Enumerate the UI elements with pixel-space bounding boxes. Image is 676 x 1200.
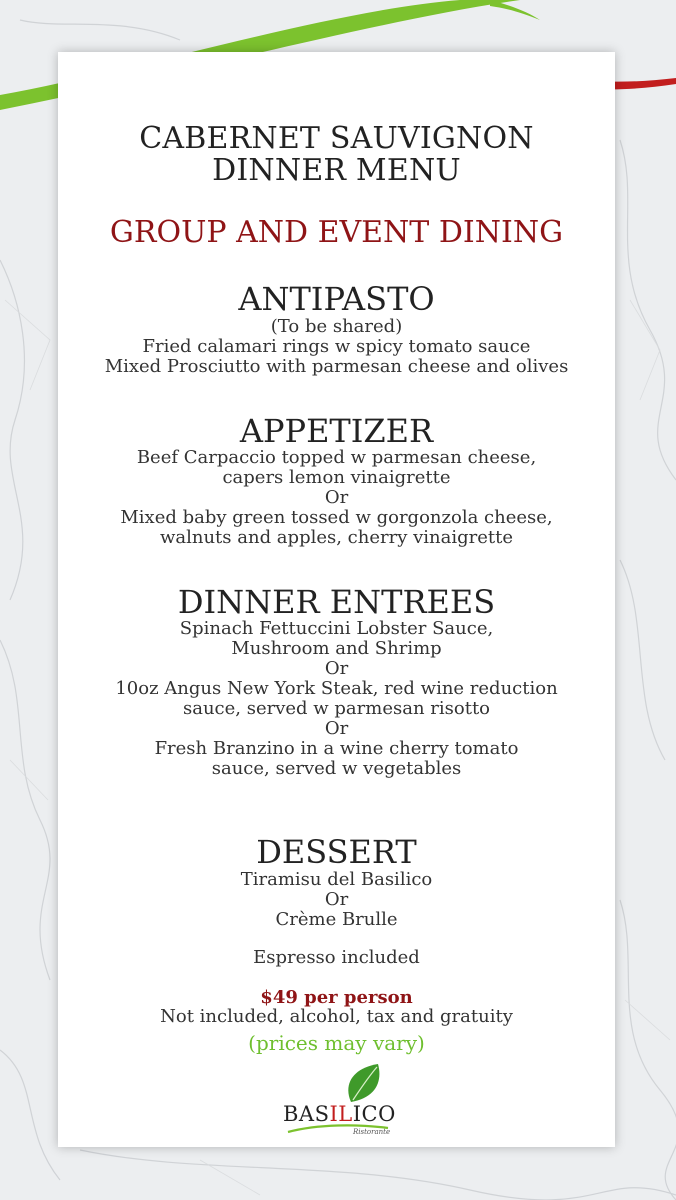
entree-line: Fresh Branzino in a wine cherry tomato <box>154 738 519 759</box>
section-heading-entrees: DINNER ENTREES <box>177 583 496 621</box>
entree-line: sauce, served w vegetables <box>211 758 462 779</box>
entree-line: sauce, served w parmesan risotto <box>182 698 491 719</box>
menu-title-line2: DINNER MENU <box>212 153 461 188</box>
section-heading-antipasto: ANTIPASTO <box>238 280 435 318</box>
dessert-line: Tiramisu del Basilico <box>240 869 433 890</box>
antipasto-line: (To be shared) <box>270 316 403 337</box>
menu-title-line1: CABERNET SAUVIGNON <box>139 121 534 156</box>
appetizer-line: Mixed baby green tossed w gorgonzola cheese, <box>120 507 553 528</box>
antipasto-line: Mixed Prosciutto with parmesan cheese and olives <box>104 356 569 377</box>
basilico-logo <box>283 1062 396 1137</box>
appetizer-line: Beef Carpaccio topped w parmesan cheese, <box>136 447 537 468</box>
antipasto-line: Fried calamari rings w spicy tomato sauce <box>142 336 531 357</box>
logo-tagline: Ristorante <box>353 1128 391 1136</box>
dessert-line: Or <box>324 889 349 910</box>
appetizer-line: walnuts and apples, cherry vinaigrette <box>159 527 514 548</box>
menu-subtitle: GROUP AND EVENT DINING <box>109 215 564 250</box>
dessert-line: Crème Brulle <box>275 909 398 930</box>
entree-line: Or <box>324 718 349 739</box>
menu-card <box>58 52 615 1147</box>
prices-may-vary-note: (prices may vary) <box>248 1031 425 1055</box>
appetizer-line: Or <box>324 487 349 508</box>
section-heading-appetizer: APPETIZER <box>239 412 434 450</box>
entree-line: Spinach Fettuccini Lobster Sauce, <box>179 618 494 639</box>
section-heading-dessert: DESSERT <box>256 833 417 871</box>
entree-line: Or <box>324 658 349 679</box>
entree-line: Mushroom and Shrimp <box>231 638 442 659</box>
price-per-person: $49 per person <box>260 987 413 1008</box>
logo-wordmark: BASILICO <box>283 1102 396 1126</box>
entree-line: 10oz Angus New York Steak, red wine reduction <box>115 678 558 699</box>
espresso-note: Espresso included <box>253 947 420 968</box>
appetizer-line: capers lemon vinaigrette <box>222 467 451 488</box>
not-included-note: Not included, alcohol, tax and gratuity <box>160 1006 513 1027</box>
